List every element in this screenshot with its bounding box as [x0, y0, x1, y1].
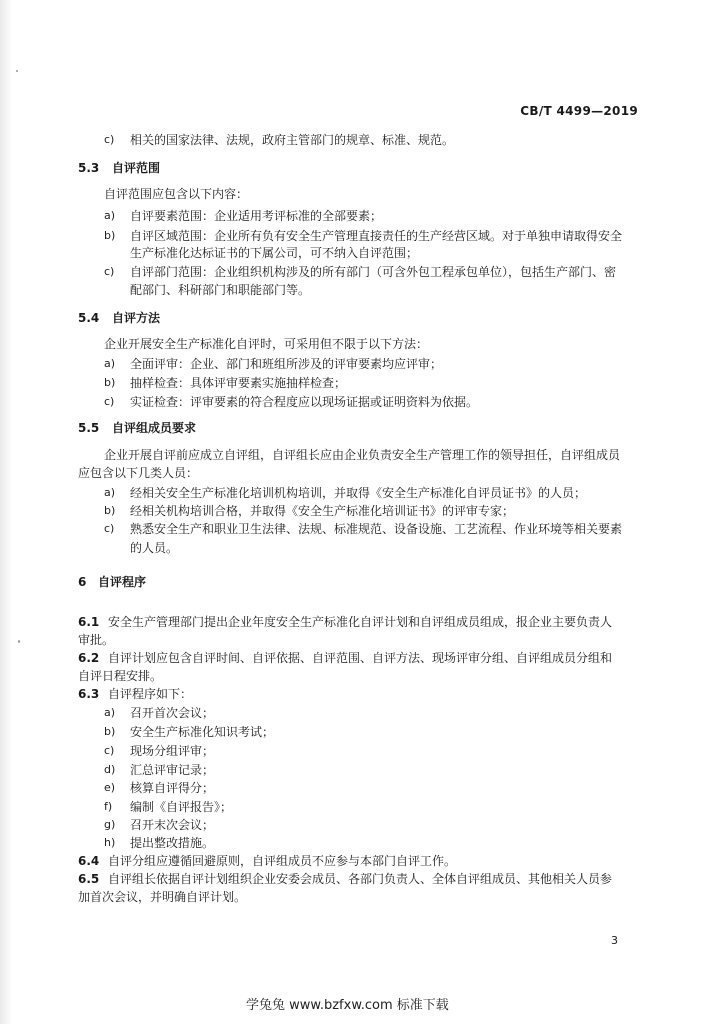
- paragraph: 自评计划应包含自评时间、自评依据、自评范围、自评方法、现场评审分组、自评组成员分组和: [108, 651, 613, 665]
- list-item-text: 经相关安全生产标准化培训机构培训，并取得《安全生产标准化自评员证书》的人员；: [130, 486, 587, 500]
- list-marker: g): [104, 818, 116, 831]
- paragraph: 自评日程安排。: [78, 669, 163, 683]
- paragraph: 企业开展安全生产标准化自评时，可采用但不限于以下方法：: [104, 337, 429, 351]
- page-number: 3: [611, 934, 618, 947]
- list-item-text: 自评要素范围：企业适用考评标准的全部要素；: [130, 209, 383, 223]
- list-item-text: 提出整改措施。: [130, 836, 215, 850]
- list-item-text: 核算自评得分；: [130, 781, 215, 795]
- list-item-text: 相关的国家法律、法规，政府主管部门的规章、标准、规范。: [130, 133, 455, 147]
- list-item-text: 全面评审：企业、部门和班组所涉及的评审要素均应评审；: [130, 357, 443, 371]
- clause-number: 6.3: [78, 687, 100, 701]
- scan-shadow: [0, 0, 12, 1024]
- list-marker: a): [104, 706, 116, 719]
- clause-number: 6.5: [78, 872, 100, 886]
- list-marker: a): [104, 209, 116, 222]
- list-marker: b): [104, 504, 116, 517]
- list-item-text: 编制《自评报告》；: [130, 800, 233, 814]
- paragraph: 自评范围应包含以下内容：: [104, 187, 249, 201]
- section-number: 5.5: [78, 421, 100, 435]
- list-marker: f): [104, 800, 113, 813]
- section-title: 自评程序: [98, 575, 147, 589]
- standard-code: CB/T 4499—2019: [520, 104, 638, 118]
- section-number: 5.3: [78, 161, 100, 175]
- section-title: 自评范围: [112, 161, 161, 175]
- section-number: 6: [78, 575, 87, 589]
- clause-number: 6.2: [78, 651, 100, 665]
- section-number: 5.4: [78, 311, 100, 325]
- list-marker: d): [104, 763, 116, 776]
- section-title: 自评组成员要求: [112, 421, 197, 435]
- paragraph: 自评分组应遵循回避原则，自评组成员不应参与本部门自评工作。: [108, 854, 457, 868]
- list-item-text: 经相关机构培训合格，并取得《安全生产标准化培训证书》的评审专家；: [130, 504, 515, 518]
- list-marker: a): [104, 357, 116, 370]
- paragraph: 企业开展自评前应成立自评组，自评组长应由企业负责安全生产管理工作的领导担任，自评组成员: [104, 448, 621, 462]
- list-item-text: 抽样检查：具体评审要素实施抽样检查；: [130, 376, 347, 390]
- list-marker: e): [104, 781, 116, 794]
- paragraph: 自评组长依据自评计划组织企业安委会成员、各部门负责人、全体自评组成员、其他相关人员参: [108, 872, 613, 886]
- scan-speck: [18, 640, 20, 643]
- list-item-text: 熟悉安全生产和职业卫生法律、法规、标准规范、设备设施、工艺流程、作业环境等相关要素: [130, 522, 623, 536]
- list-item-text: 汇总评审记录；: [130, 763, 215, 777]
- list-marker: c): [104, 522, 115, 535]
- list-item-text: 的人员。: [130, 541, 179, 555]
- paragraph: 应包含以下几类人员：: [78, 466, 199, 480]
- list-marker: b): [104, 725, 116, 738]
- paragraph: 加首次会议，并明确自评计划。: [78, 890, 247, 904]
- paragraph: 安全生产管理部门提出企业年度安全生产标准化自评计划和自评组成员组成，报企业主要负责人: [108, 615, 613, 629]
- list-marker: b): [104, 376, 116, 389]
- list-item-text: 安全生产标准化知识考试；: [130, 725, 275, 739]
- list-item-text: 配部门、科研部门和职能部门等。: [130, 283, 311, 297]
- list-item-text: 自评区域范围：企业所有负有安全生产管理直接责任的生产经营区域。对于单独申请取得安全: [130, 229, 623, 243]
- list-item-text: 召开末次会议；: [130, 818, 215, 832]
- clause-number: 6.1: [78, 615, 100, 629]
- clause-number: 6.4: [78, 854, 100, 868]
- list-item-text: 生产标准化达标证书的下属公司，可不纳入自评范围；: [130, 246, 419, 260]
- section-title: 自评方法: [112, 311, 161, 325]
- list-marker: c): [104, 133, 115, 146]
- list-item-text: 实证检查：评审要素的符合程度应以现场证据或证明资料为依据。: [130, 395, 479, 409]
- list-marker: c): [104, 744, 115, 757]
- paragraph: 自评程序如下：: [108, 687, 193, 701]
- list-marker: c): [104, 395, 115, 408]
- paragraph: 审批。: [78, 633, 115, 647]
- list-marker: h): [104, 836, 116, 849]
- list-item-text: 自评部门范围：企业组织机构涉及的所有部门（可含外包工程承包单位），包括生产部门、密: [130, 265, 617, 279]
- download-footer[interactable]: 学兔兔 www.bzfxw.com 标准下载: [246, 998, 449, 1013]
- scan-speck: [16, 70, 18, 72]
- list-marker: a): [104, 486, 116, 499]
- list-marker: b): [104, 229, 116, 242]
- list-item-text: 召开首次会议；: [130, 706, 215, 720]
- list-marker: c): [104, 265, 115, 278]
- list-item-text: 现场分组评审；: [130, 744, 215, 758]
